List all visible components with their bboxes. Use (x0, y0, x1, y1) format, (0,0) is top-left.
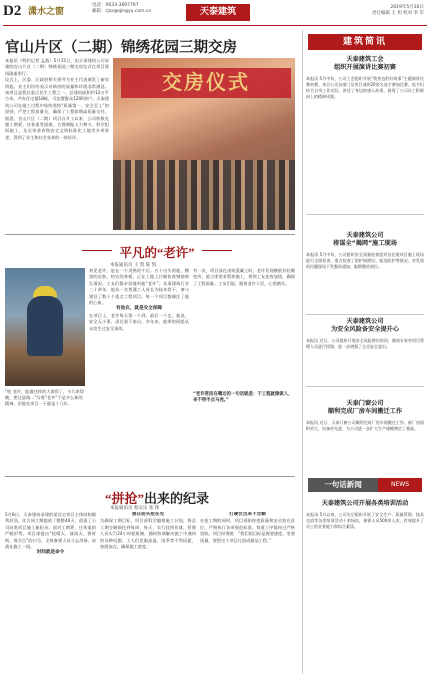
editors: 责任编辑 王 玥 校对 李 军 (371, 11, 424, 16)
lead-byline: 本报讯（特约记者 孟燕）5月15日，由天泰建筑公司承建的官山片区（二期）锦绣花园三期交房仪式在项目现场隆重举行。 (5, 58, 109, 76)
brief-title-5: 天泰建筑公司开展各类培训活动 (321, 500, 409, 507)
feature3-body-b: 为确保工期目标，项目部科学编排施工计划，将总工期分解细化到每周、每天，实行挂图作战。管理人员实行24小时轮班制，随时协调解决施工中遇到的各种问题。工人们克服高温、雨季等不利因素，加班加点，确保施工进度。 (100, 518, 196, 550)
brief-body-3 (306, 338, 424, 382)
lead-body (5, 58, 109, 230)
photo-caption: “吃 老许，能做这样的大事得了，今儿来得晚，要注意路…”写着“老许”不是多么新的精神，但他在项目一干就是十几年。 (5, 389, 84, 406)
page-number: D2 (3, 3, 22, 19)
feature2-photo (5, 268, 85, 386)
feature2-quote: “老许常挂在嘴边的一句话就是：干工程就像做人，来不得半点马虎。” (193, 392, 293, 404)
phone: 电话：0633-3697767 (92, 3, 139, 8)
feature3-sub1: 时间就是命令 (36, 550, 65, 556)
photo-crowd (113, 160, 295, 230)
feature3-body-a: 5月8日，天泰建筑承建的某住宅项目主体结构顺利封顶，比合同工期提前了整整40天，创造了公司同类项目施工新纪录。面对工期紧、任务重的严峻形势，项目部提出“抢晴天、战雨天、拼时间、保节点”的口号，全体参建人员斗志昂扬，奋战在施工一线。 (5, 512, 96, 550)
brief-body-5 (306, 512, 424, 670)
headline-rule-right (202, 250, 232, 251)
feature2-body-b2: 在项目上，老许每天第一个到，最后一个走。他说，安全无小事，责任重于泰山。多年来，他带的班组从未发生过安全事故。 (89, 312, 189, 331)
lead-photo (113, 58, 295, 230)
feature3-col-c (200, 512, 295, 672)
headline-highlight: “拼抢” (104, 491, 144, 506)
brief-text-1: 本报讯 5月中旬，公司工会组织开展“我身边的好故事”主题演讲比赛初赛。来自公司各部门及项目部的20余名选手参加比赛。选手们结合自身工作实际，讲述了身边的感人故事，展现了公司员工积极向上的精神风貌。 (306, 76, 424, 99)
feature2-body-c: 有一次，项目部在浇筑混凝土时，老许发现模板有轻微变形，他立即要求暂停施工，带领工友连夜加固，确保了工程质量。工友们说，跟着老许干活，心里踏实。 (193, 268, 295, 286)
feature3-body-c: 在抢工期的同时，项目部始终把质量和安全放在首位，严格执行各项规范标准，每道工序都经过严格验收。项目经理说：“我们的目标是既要速度，更要质量，要把这个项目打造成精品工程。” (200, 518, 295, 543)
brief-body-1 (306, 76, 424, 210)
masthead-rule (3, 25, 427, 26)
divider-2 (5, 476, 295, 477)
brief-text-5: 本报讯 5月以来，公司先后组织开展了安全生产、质量管理、技术交流等各类培训活动十余场次，参训人员500余人次，有效提升了员工的业务能力和综合素质。 (306, 512, 424, 529)
issue-date: 2019年5月30日 (390, 5, 424, 10)
brief-title-1: 天泰建筑工会 组织开展演讲比赛初赛 (334, 56, 396, 71)
feature3-col-b (100, 512, 196, 672)
photo-banner: 交房仪式 (121, 68, 291, 98)
divider (5, 234, 295, 235)
lead-headline: 官山片区（二期）锦绣花园三期交房 (5, 40, 237, 56)
issue-info (324, 5, 424, 17)
feature2-body-b: 初见老许，是在一个炎热的午后。五十出头的他，黝黑的皮肤，结实的身板，正在工地上仔细检查钢筋绑扎情况。工友们都亲切地叫他“老许”。从事建筑行业三十余年，他从一名普通工人成长为技术骨干，参与建设了数十个重点工程项目，每一个项目都倾注了他的心血。 (89, 268, 189, 306)
brief-body-2 (306, 252, 424, 310)
brief-text-4: 本报讯 近日，天泰门窗公司顺利完成厂房车间搬迁工作。新厂房面积更大，设备更先进，为公司进一步扩大生产规模奠定了基础。 (306, 420, 424, 431)
brief-divider-3 (306, 386, 424, 387)
brief-text-3: 本报讯 近日，公司组织开展安全风险辨识培训，邀请专家对项目管理人员进行授课，进一步增强了全员安全意识。 (306, 338, 424, 349)
paper-logo: 潇水之窗 (28, 7, 65, 17)
feature2-headline: 平凡的“老许” (119, 246, 195, 260)
section-title: 天泰建筑 (186, 4, 250, 21)
masthead (0, 0, 430, 30)
feature3-byline: 本报通讯员 蔡安乐 张 锋 (110, 506, 160, 511)
email: 邮箱：rjzx@qingyu.com.cn (92, 9, 152, 14)
feature2-byline: 本报通讯员 王 凯 陈 凯 (110, 263, 157, 268)
sidebar-header: 建筑简讯 (308, 34, 422, 50)
brief-title-3: 天泰建筑公司 为安全风险备安全提升心 (330, 318, 400, 333)
brief-body-4 (306, 420, 424, 472)
brief-title-4: 天泰门窗公司 顺利完成厂房车间搬迁工作 (327, 400, 403, 415)
brief-divider-2 (306, 314, 424, 315)
contact-info (92, 3, 162, 15)
worker-shape (27, 296, 63, 356)
news-label: 一句话新闻 (308, 478, 378, 492)
news-tag: NEWS (378, 478, 422, 492)
feature3-sub2: 想在前头抢在先 (131, 512, 165, 517)
lead-text: 仪式上，区委、区政府相关领导为业主代表颁发了新房钥匙，业主们纷纷表示对新房的质量和环境非常满意。该项目是我区重点民生工程之一，总建筑面积约12万平方米，共有住宅楼18栋，可安置群众1200余户。天泰建筑公司在施工过程中始终坚持“质量第一、安全至上”的原则，严把工程质量关，确保了工程如期高质量交付。据悉，官山片区（二期）项目自开工以来，公司积极克服工期紧、任务重等困难，合理调配人力物力，科学组织施工，先后荣获省级安全文明标准化工地等多项荣誉，得到了业主和社会各界的一致好评。 (5, 77, 109, 140)
brief-divider-1 (306, 214, 424, 215)
brief-text-2: 本报讯 5月中旬，公司组织安全质量检查组对各在建项目施工现场进行全面检查，重点检查了防护网搭设、临边防护等情况，对发现的问题现场下发整改通知，限期整改到位。 (306, 252, 424, 269)
headline-rest: 出来的纪录 (144, 491, 210, 506)
feature3-sub3: 打硬仗出来不含糊 (229, 512, 266, 517)
feature2-col-b (89, 268, 189, 408)
brief-title-2: 天泰建筑公司 将谋全“揭网”施工现场 (333, 232, 397, 247)
feature3-col-a (5, 512, 96, 672)
feature2-col-c (193, 268, 295, 408)
feature2-subhead: 有他在，就是安全保障 (116, 306, 162, 312)
